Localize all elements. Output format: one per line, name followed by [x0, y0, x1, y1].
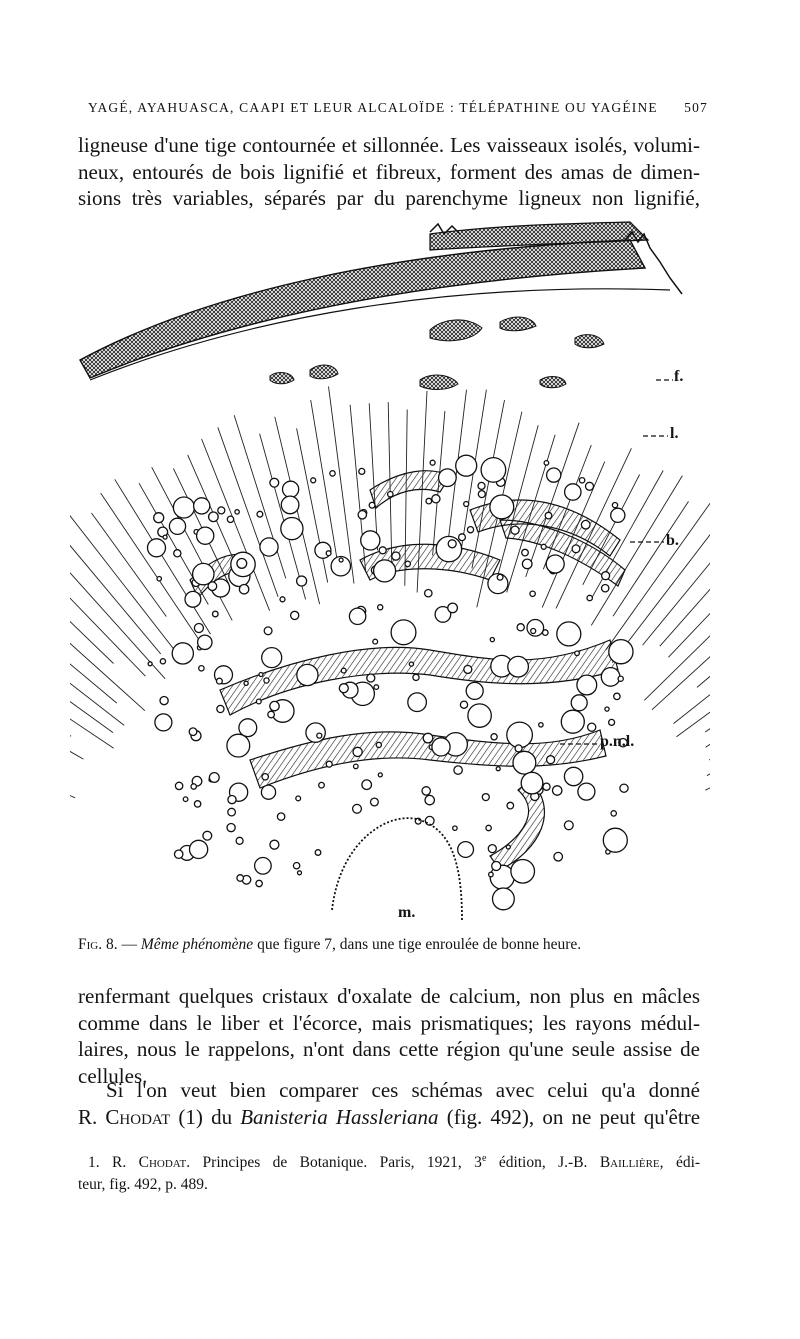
vessel-cell: [577, 675, 597, 695]
vessel-cell: [281, 518, 303, 540]
cortex-band: [80, 222, 682, 380]
running-head: [88, 100, 708, 116]
vessel-cell: [227, 824, 235, 832]
vessel-cell: [297, 576, 307, 586]
vessel-cell: [199, 666, 204, 671]
vessel-cell: [256, 699, 261, 704]
vessel-cell: [541, 544, 546, 549]
vessel-cell: [374, 560, 396, 582]
ray-line: [705, 708, 710, 790]
vessel-cell: [194, 801, 200, 807]
vessel-cell: [464, 502, 469, 507]
paragraph-top: [78, 132, 700, 212]
vessel-cell: [611, 508, 625, 522]
vessel-cell: [194, 498, 210, 514]
vessel-cell: [369, 502, 375, 508]
vessel-cell: [513, 751, 536, 774]
vessel-cell: [244, 681, 248, 685]
vessel-cell: [543, 630, 549, 636]
vessel-cell: [605, 707, 609, 711]
vessel-cell: [561, 710, 584, 733]
vessel-cell: [491, 734, 497, 740]
vessel-cell: [317, 733, 322, 738]
ray-line: [369, 403, 377, 550]
vessel-cell: [527, 620, 544, 637]
vessel-cell: [374, 685, 379, 690]
vessel-cell: [217, 705, 224, 712]
vessel-cell: [507, 802, 514, 809]
label-f: f.: [674, 368, 684, 385]
vessel-cell: [235, 510, 239, 514]
vessel-cell: [546, 555, 564, 573]
vessel-cell: [173, 497, 194, 518]
vessel-cell: [493, 888, 515, 910]
vessel-cell: [197, 527, 214, 544]
vessel-cell: [511, 860, 535, 884]
vessel-cell: [359, 468, 365, 474]
vessel-cell: [306, 723, 325, 742]
ray-line: [329, 386, 355, 583]
label-pnl: p.n.l.: [600, 733, 635, 750]
vessel-cell: [367, 674, 375, 682]
vessel-cell: [547, 468, 561, 482]
vessel-cell: [448, 603, 458, 613]
vessel-cell: [315, 850, 321, 856]
vessel-cell: [554, 852, 563, 861]
vessel-cell: [373, 639, 378, 644]
vessel-cell: [507, 722, 533, 748]
vessel-cell: [378, 773, 382, 777]
footnote-sup: e: [481, 1153, 487, 1164]
vessel-cell: [270, 478, 279, 487]
vessel-cell: [609, 719, 615, 725]
ray-line: [705, 641, 710, 732]
vessel-cell: [517, 624, 524, 631]
vessel-cell: [236, 837, 243, 844]
vessel-cell: [602, 572, 610, 580]
vessel-cell: [422, 787, 430, 795]
vessel-cell: [553, 786, 562, 795]
vessel-cell: [409, 662, 413, 666]
vessel-cell: [564, 767, 582, 785]
vessel-cell: [237, 559, 247, 569]
text-line: renfermant quelques cristaux d'oxalate de calcium, non plus en mâcles: [78, 984, 700, 1008]
vessel-cell: [478, 482, 485, 489]
vessel-cell: [588, 723, 596, 731]
vessel-cell: [466, 682, 483, 699]
vessel-cell: [439, 469, 457, 487]
vessel-cell: [261, 785, 275, 799]
vessel-cell: [298, 871, 302, 875]
vessel-cell: [239, 719, 257, 737]
vessel-cell: [183, 797, 188, 802]
vessel-cell: [448, 540, 456, 548]
text-line: Si l'on veut bien comparer ces schémas avec celui qu'a donné: [106, 1078, 700, 1102]
vessel-cell: [436, 536, 461, 561]
vessel-cell: [326, 761, 332, 767]
vessel-cell: [618, 676, 623, 681]
vessel-cell: [531, 629, 536, 634]
vessel-cell: [392, 552, 400, 560]
paragraph-bottom: [78, 983, 700, 1089]
pith-arc: [332, 818, 462, 920]
vessel-cell: [319, 782, 325, 788]
footnote-number: 1.: [88, 1154, 100, 1172]
vessel-cell: [467, 527, 473, 533]
vessel-cell: [612, 503, 617, 508]
footnote-text: édition, J.-B.: [498, 1154, 588, 1172]
vessel-cell: [620, 784, 628, 792]
vessel-cell: [154, 513, 164, 523]
vessel-cell: [587, 595, 592, 600]
vessel-cell: [264, 627, 272, 635]
ray-line: [706, 661, 710, 747]
footnote-text: Principes de Botanique. Paris, 1921, 3: [202, 1154, 482, 1172]
page-number: 507: [684, 100, 708, 115]
vessel-cell: [256, 880, 262, 886]
ray-line: [92, 513, 167, 617]
footnote-line: teur, fig. 492, p. 489.: [78, 1176, 208, 1194]
vessel-cell: [237, 875, 244, 882]
vessel-cell: [239, 585, 248, 594]
vessel-cell: [408, 693, 427, 712]
vessel-cell: [488, 845, 496, 853]
vessel-cell: [545, 512, 552, 519]
vessel-cell: [260, 538, 278, 556]
vessel-cell: [458, 842, 474, 858]
vessel-cell: [228, 796, 236, 804]
caption-rest: que figure 7, dans une tige enroulée de bonne heure.: [257, 936, 582, 953]
text-line: ligneuse d'une tige contournée et sillonnée. Les vaisseaux isolés, volumi-: [78, 133, 700, 157]
vessel-cell: [172, 643, 193, 664]
vessel-cell: [614, 693, 620, 699]
vessel-cell: [228, 808, 236, 816]
vessel-cell: [611, 811, 616, 816]
vessel-cell: [358, 511, 366, 519]
ray-line: [70, 553, 114, 664]
vessel-cell: [227, 734, 250, 757]
vessel-cell: [609, 640, 633, 664]
vessel-cell: [259, 673, 263, 677]
vessel-cell: [578, 783, 595, 800]
vessel-cell: [496, 767, 500, 771]
vessel-cell: [257, 511, 263, 517]
footnote-author: R. Chodat.: [112, 1154, 191, 1172]
caption-number: Fig. 8.: [78, 936, 118, 953]
ray-line: [70, 636, 114, 748]
vessel-cell: [213, 611, 219, 617]
vessel-cell: [157, 577, 161, 581]
vessel-cell: [571, 695, 587, 711]
text-line: cellules.: [78, 1063, 148, 1088]
vessel-cell: [277, 813, 284, 820]
vessel-cell: [175, 850, 183, 858]
vessel-cell: [454, 766, 462, 774]
vessel-cell: [602, 585, 609, 592]
vessel-cell: [190, 840, 208, 858]
ray-line: [70, 624, 113, 733]
vessel-cell: [339, 684, 348, 693]
vessel-cell: [376, 742, 381, 747]
vessel-cell: [148, 539, 166, 557]
vessel-cell: [163, 535, 167, 539]
vessel-cell: [209, 773, 219, 783]
vessel-cell: [264, 678, 269, 683]
vessel-cell: [353, 804, 362, 813]
vessel-cell: [506, 845, 510, 849]
vessel-cell: [490, 495, 514, 519]
stem-cross-section-drawing: [70, 220, 710, 932]
ray-line: [674, 596, 711, 723]
vessel-cell: [557, 622, 581, 646]
ref-marker: (1): [178, 1104, 203, 1129]
ray-line: [297, 428, 328, 582]
vessel-cell: [459, 534, 466, 541]
text-line: sions très variables, séparés par du parenchyme ligneux non lignifié,: [78, 186, 700, 210]
vessel-cell: [405, 561, 410, 566]
vessel-cell: [539, 723, 543, 727]
vessel-cell: [297, 664, 318, 685]
vessel-cell: [270, 840, 279, 849]
vessel-cell: [425, 795, 434, 804]
vessel-cell: [489, 872, 494, 877]
vessel-cell: [349, 608, 365, 624]
vessel-cell: [262, 774, 268, 780]
running-head-title: YAGÉ, AYAHUASCA, CAAPI ET LEUR ALCALOÏDE : TÉLÉPATHINE OU YAGÉINE: [88, 100, 658, 115]
vessel-cell: [189, 728, 197, 736]
vessel-cell: [354, 764, 359, 769]
ray-line: [70, 660, 71, 736]
vessel-cell: [579, 478, 584, 483]
vessel-cell: [522, 549, 529, 556]
vessel-cell: [547, 756, 555, 764]
vessel-cell: [217, 678, 223, 684]
vessel-cell: [296, 796, 301, 801]
vessel-cell: [581, 520, 590, 529]
vessel-cell: [391, 620, 416, 645]
text-line: [78, 1104, 700, 1131]
vessel-cell: [148, 662, 152, 666]
ray-line: [652, 587, 710, 710]
ray-line: [70, 730, 75, 798]
xylem-bands: [190, 471, 625, 870]
ray-line: [644, 571, 710, 700]
vessel-cell: [291, 611, 299, 619]
fiber-islands: [270, 317, 604, 389]
vessel-cell: [603, 828, 627, 852]
vessel-cell: [155, 714, 172, 731]
author-name: R. Chodat: [78, 1104, 171, 1129]
vessel-cell: [486, 825, 491, 830]
ray-line: [70, 592, 117, 703]
footnote-text: édi-: [675, 1154, 701, 1172]
vessel-cell: [423, 733, 433, 743]
vessel-cell: [175, 782, 182, 789]
paragraph-last: [78, 1077, 700, 1130]
vessel-cell: [281, 496, 299, 514]
vessel-cell: [270, 701, 279, 710]
species-name: Banisteria Hassleriana: [240, 1104, 439, 1129]
vessel-cell: [508, 656, 529, 677]
ray-line: [707, 680, 710, 776]
text-line: neux, entourés de bois lignifié et fibreux, forment des amas de dimen-: [78, 159, 700, 184]
label-l: l.: [670, 425, 679, 442]
vessel-cell: [490, 638, 494, 642]
vessel-cell: [185, 591, 201, 607]
vessel-cell: [432, 738, 450, 756]
vessel-cell: [198, 635, 212, 649]
vessel-cell: [330, 471, 335, 476]
vessel-cell: [174, 550, 181, 557]
vessel-cell: [255, 858, 272, 875]
vessel-cell: [268, 711, 275, 718]
vessel-cell: [353, 747, 362, 756]
vessel-cell: [481, 458, 506, 483]
figure-caption: [78, 936, 700, 954]
text-line: comme dans le liber et l'écorce, mais prismatiques; les rayons médul-: [78, 1010, 700, 1035]
vessel-cell: [464, 665, 472, 673]
vessel-cell: [482, 794, 489, 801]
label-b: b.: [666, 532, 679, 549]
ray-line: [70, 670, 83, 759]
vessel-cell: [521, 772, 543, 794]
ray-line: [709, 674, 710, 760]
vessel-cell: [511, 526, 519, 534]
vessel-cell: [280, 597, 285, 602]
label-m: m.: [398, 904, 416, 921]
vessel-cell: [425, 590, 432, 597]
vessel-cell: [601, 668, 620, 687]
vessel-cell: [341, 668, 346, 673]
vessel-cell: [209, 512, 219, 522]
footnote-publisher: Baillière,: [599, 1154, 664, 1172]
vessel-cell: [432, 495, 440, 503]
vessel-cell: [478, 491, 485, 498]
vessel-cell: [379, 547, 386, 554]
vessel-cell: [326, 551, 331, 556]
vessel-cell: [169, 518, 185, 534]
vessel-cell: [497, 574, 503, 580]
vessel-cell: [586, 482, 594, 490]
vessel-cell: [362, 780, 372, 790]
vessel-cell: [388, 492, 393, 497]
vessel-cell: [543, 783, 550, 790]
vessel-cell: [227, 516, 233, 522]
vessel-cell: [193, 563, 214, 584]
vessel-cell: [460, 701, 467, 708]
vessel-cell: [311, 478, 316, 483]
vessel-cell: [426, 498, 432, 504]
text-fragment: du: [211, 1104, 233, 1129]
vessel-cell: [544, 461, 549, 466]
caption-italic: Même phénomène: [140, 936, 254, 953]
text-fragment: (fig. 492), on ne peut qu'être: [446, 1104, 700, 1129]
vessel-cell: [456, 455, 477, 476]
vessel-cell: [283, 481, 299, 497]
vessel-cell: [492, 862, 501, 871]
vessel-cell: [575, 651, 580, 656]
ray-line: [70, 562, 145, 676]
vessel-cell: [515, 745, 522, 752]
caption-dash: —: [121, 936, 137, 953]
vessel-cell: [468, 704, 491, 727]
vessel-cell: [262, 648, 282, 668]
figure-stem-section: [70, 220, 710, 932]
ray-line: [677, 620, 711, 736]
vessel-cell: [371, 798, 379, 806]
vessel-cell: [160, 697, 168, 705]
vessel-cell: [361, 531, 380, 550]
vessel-cell: [191, 784, 196, 789]
vessel-cell: [453, 826, 457, 830]
vessel-cell: [413, 674, 419, 680]
ray-line: [311, 400, 339, 566]
vessel-cell: [530, 591, 535, 596]
vessel-cell: [218, 507, 225, 514]
vessel-cell: [522, 559, 532, 569]
vessel-cell: [430, 460, 435, 465]
vessel-cell: [572, 545, 580, 553]
vessel-cell: [194, 624, 203, 633]
vessel-cell: [378, 605, 383, 610]
vessel-cell: [293, 863, 299, 869]
footnote-line: [78, 1148, 700, 1174]
vessel-cell: [160, 659, 165, 664]
vessel-cell: [564, 821, 573, 830]
vessel-cell: [339, 558, 343, 562]
footnote: [78, 1148, 700, 1196]
text-line: laires, nous le rappelons, n'ont dans cette région qu'une seule assise de: [78, 1037, 700, 1061]
vessel-cell: [565, 484, 581, 500]
vessel-cell: [203, 831, 212, 840]
